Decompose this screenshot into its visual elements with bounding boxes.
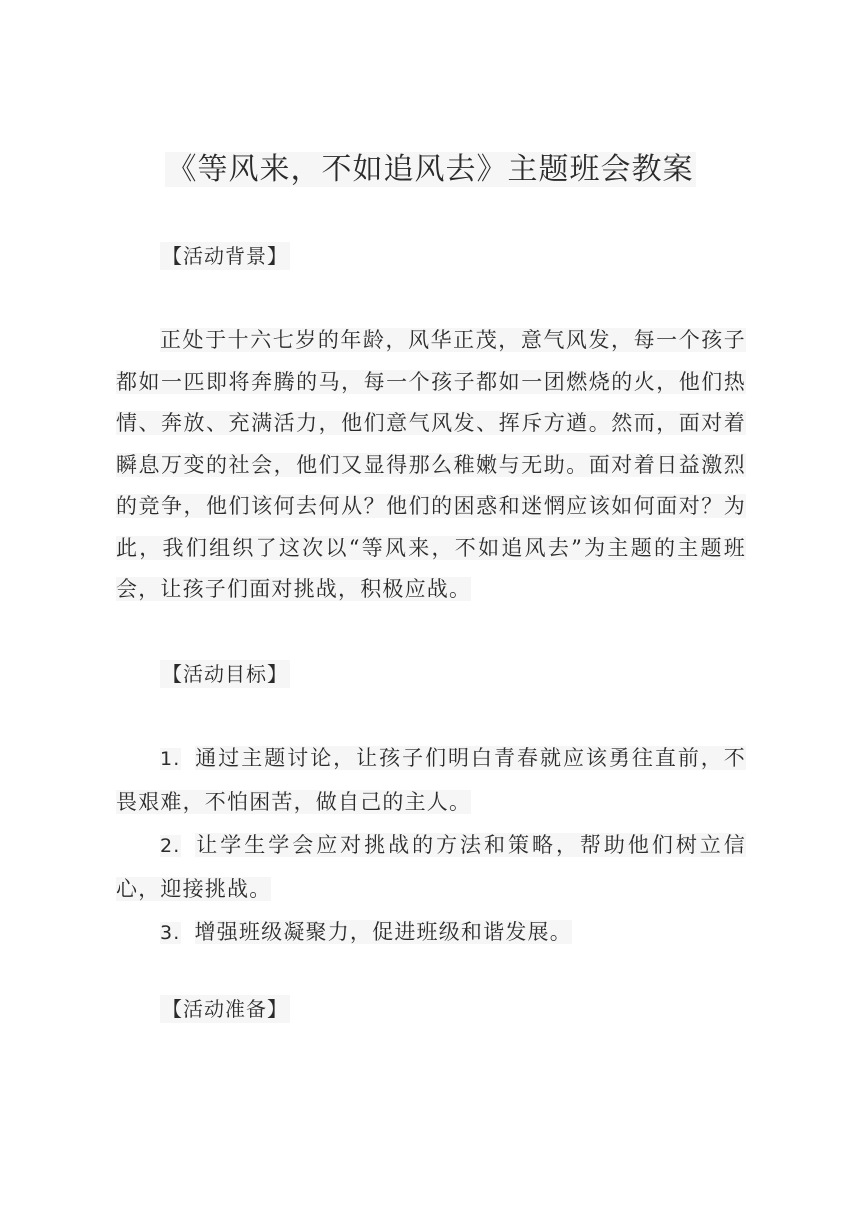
list-item-number: 1. [160, 748, 181, 770]
document-title [0, 146, 860, 194]
list-item-text: 增强班级凝聚力，促进班级和谐发展。 [194, 920, 572, 944]
list-item-text: 让学生学会应对挑战的方法和策略，帮助他们树立信心，迎接挑战。 [116, 833, 746, 901]
document-title-text: 《等风来，不如追风去》主题班会教案 [166, 152, 694, 187]
list-item [116, 824, 746, 911]
list-item [116, 737, 746, 824]
list-item-number: 3. [160, 922, 181, 944]
background-paragraph-text: 正处于十六七岁的年龄，风华正茂，意气风发，每一个孩子都如一匹即将奔腾的马，每一个孩子都如一团燃烧的火，他们热情、奔放、充满活力，他们意气风发、挥斥方遒。然而，面对着瞬息万变的社会，他们又显得那么稚嫩与无助。面对着日益激烈的竞争，他们该何去何从？他们的困惑和迷惘应该如何面对？为此，我们组织了这次以“等风来，不如追风去”为主题的主题班会，让孩子们面对挑战，积极应战。 [116, 328, 746, 601]
background-paragraph [116, 320, 746, 611]
list-item-text: 通过主题讨论，让孩子们明白青春就应该勇往直前，不畏艰难，不怕困苦，做自己的主人。 [116, 746, 746, 814]
section-heading-background-text: 【活动背景】 [162, 244, 288, 268]
section-heading-preparation-text: 【活动准备】 [162, 997, 288, 1021]
section-heading-goals-text: 【活动目标】 [162, 662, 288, 686]
goals-list [116, 737, 746, 955]
section-heading-background [160, 240, 290, 272]
list-item [116, 911, 746, 955]
list-item-number: 2. [160, 835, 181, 857]
section-heading-preparation [160, 993, 290, 1025]
section-heading-goals [160, 658, 290, 690]
